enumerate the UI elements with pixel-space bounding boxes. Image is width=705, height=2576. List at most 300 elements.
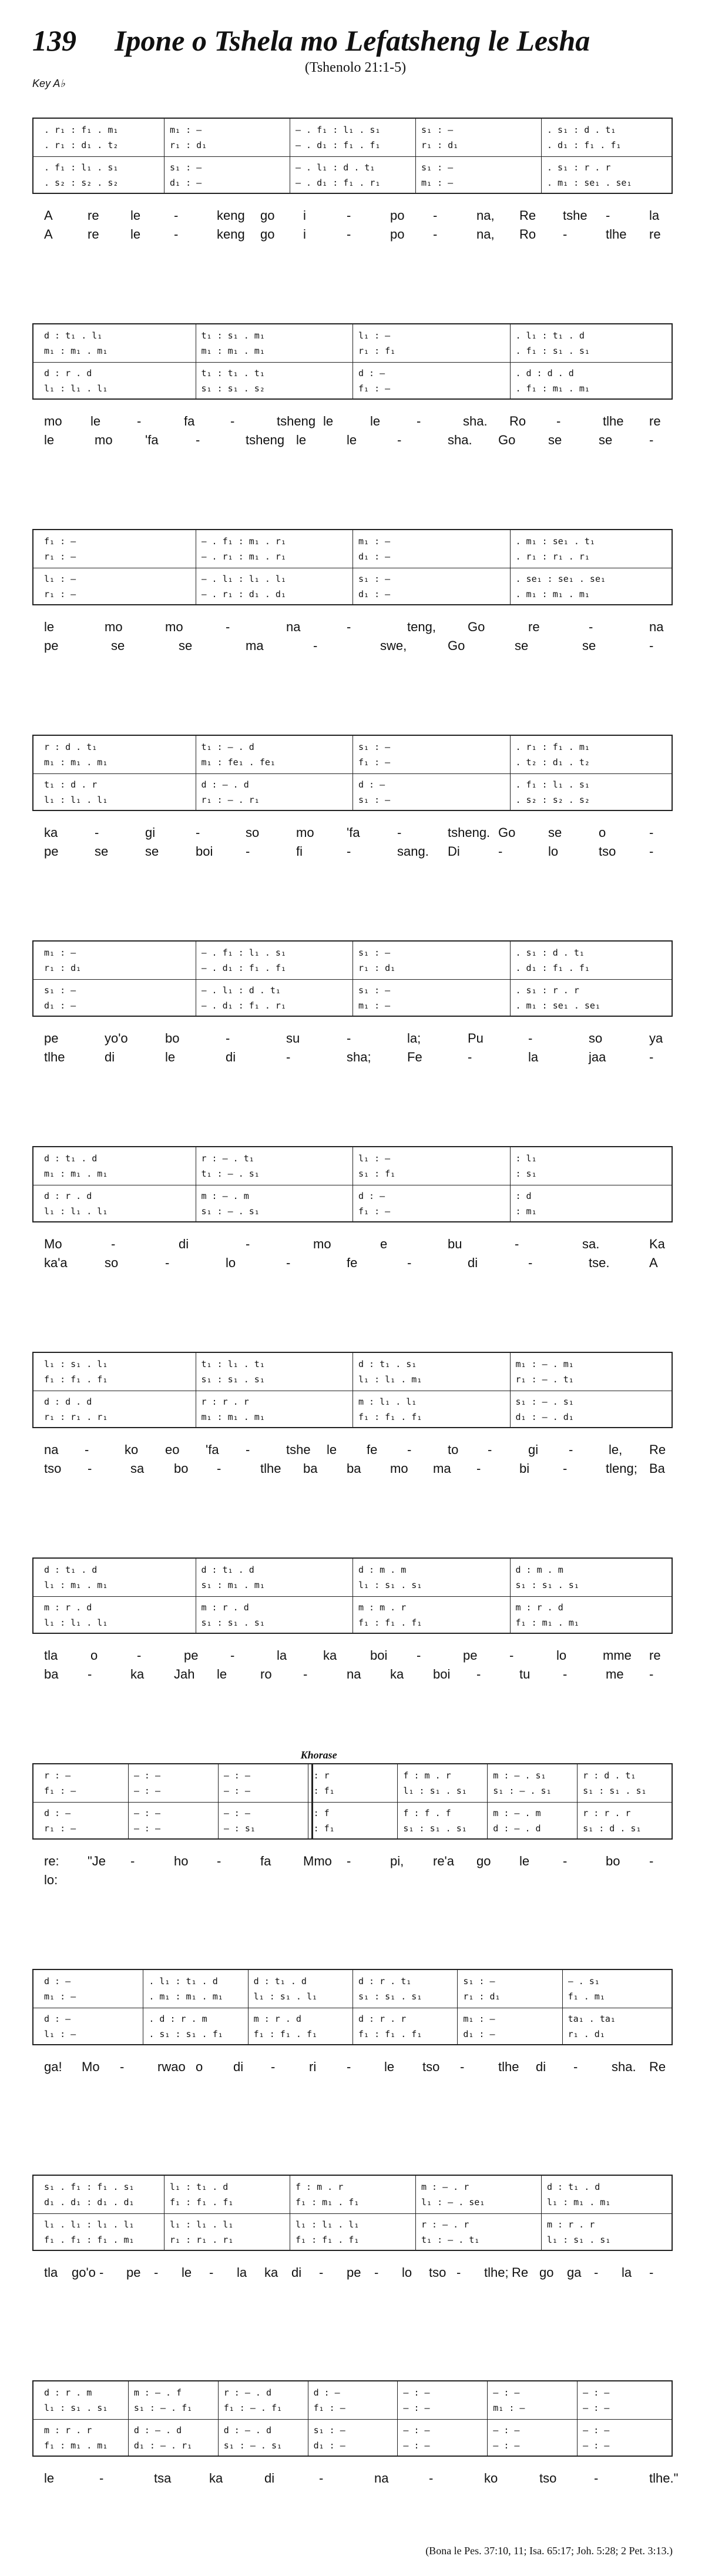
- voice-part-a: [38, 2195, 667, 2210]
- solfa-cell: m : — . f: [133, 2387, 182, 2398]
- lyric-syllable: fi: [296, 844, 303, 859]
- voice-part-s: [38, 2385, 667, 2400]
- lyric-syllable: ka: [390, 1667, 404, 1681]
- voice-part-b: [38, 2232, 667, 2247]
- lyric-syllable: tsa: [154, 2471, 172, 2485]
- solfa-cell: d : —: [44, 1808, 71, 1818]
- solfa-cell: l₁ : —: [44, 574, 76, 584]
- solfa-cell: — : —: [223, 1770, 250, 1781]
- lyric-syllable: na: [649, 619, 664, 634]
- solfa-cell: : d: [515, 1191, 532, 1201]
- solfa-cell: f₁ : —: [44, 1786, 76, 1796]
- lyric-line-verse-1: [44, 1235, 673, 1253]
- key-signature: Key A♭: [32, 78, 65, 89]
- lyric-syllable: la;: [407, 1031, 421, 1046]
- solfa-cell: l₁ : s₁ . l₁: [44, 1359, 108, 1369]
- lyric-line-verse-1: [44, 207, 673, 225]
- staff: [32, 1557, 673, 1634]
- lyric-line-verse-1: [44, 1030, 673, 1047]
- solfa-cell: l₁ : l₁ . l₁: [44, 383, 108, 394]
- lyric-syllable: go: [476, 1854, 491, 1868]
- lyric-syllable: le: [519, 1854, 530, 1868]
- solfa-cell: — . d₁ : f₁ . r₁: [201, 1000, 286, 1011]
- voice-part-t: [38, 2423, 667, 2438]
- music-system: [32, 735, 673, 870]
- solfa-cell: d : r . d: [44, 1191, 92, 1201]
- lyric-syllable: na: [374, 2471, 389, 2485]
- music-system: [32, 529, 673, 664]
- solfa-cell: — . d₁ : f₁ . f₁: [296, 140, 381, 150]
- lyric-syllable: fa: [260, 1854, 271, 1868]
- lyric-syllable: -: [374, 2265, 379, 2280]
- solfa-cell: — : —: [493, 2387, 520, 2398]
- solfa-cell: . l₁ : t₁ . d: [149, 1976, 218, 1987]
- lyric-syllable: pe: [126, 2265, 141, 2280]
- lyric-syllable: -: [563, 1461, 568, 1476]
- lyric-syllable: ko: [125, 1442, 139, 1457]
- solfa-cell: — : —: [403, 2403, 430, 2413]
- staff-divider: [33, 1802, 672, 1803]
- solfa-cell: : r: [313, 1770, 330, 1781]
- lyric-syllable: la: [622, 2265, 632, 2280]
- solfa-cell: r : d . t₁: [583, 1770, 636, 1781]
- lyric-syllable: -: [347, 1031, 351, 1046]
- lyric-syllable: ka: [209, 2471, 223, 2485]
- lyric-syllable: go: [260, 227, 275, 242]
- solfa-cell: — : —: [583, 2403, 610, 2413]
- solfa-cell: f₁ : — . f₁: [223, 2403, 283, 2413]
- solfa-cell: . d : r . m: [149, 2014, 207, 2024]
- lyric-syllable: lo: [402, 2265, 412, 2280]
- lyric-syllable: tlhe: [44, 1050, 65, 1064]
- solfa-cell: f₁ : f₁ . f₁: [253, 2029, 318, 2039]
- lyric-syllable: Di: [448, 844, 460, 859]
- lyric-syllable: -: [88, 1667, 92, 1681]
- lyric-syllable: se: [582, 638, 596, 653]
- staff: [32, 2175, 673, 2251]
- voice-part-a: [38, 343, 667, 359]
- lyric-syllable: -: [429, 2471, 434, 2485]
- solfa-cell: l₁ : s₁ . s₁: [358, 1580, 422, 1590]
- solfa-cell: — : —: [583, 2387, 610, 2398]
- solfa-cell: d : d . d: [44, 1396, 92, 1407]
- solfa-cell: . m₁ : se₁ . se₁: [515, 1000, 600, 1011]
- lyric-syllable: -: [137, 1648, 142, 1663]
- voice-part-a: [38, 1577, 667, 1593]
- solfa-cell: d : —: [358, 779, 385, 790]
- voice-part-a: [38, 1783, 667, 1798]
- solfa-cell: l₁ . l₁ : l₁ . l₁: [44, 2219, 135, 2230]
- lyric-syllable: mo: [296, 825, 314, 840]
- solfa-cell: m₁ : —: [44, 947, 76, 958]
- chorus-label: Khorase: [300, 1749, 337, 1761]
- lyric-syllable: -: [347, 208, 351, 223]
- solfa-cell: d₁ : —: [358, 589, 391, 599]
- lyric-syllable: -: [137, 414, 142, 428]
- lyric-line-verse-1: [44, 2264, 673, 2282]
- voice-part-s: [38, 1356, 667, 1372]
- solfa-cell: l₁ : s₁ . l₁: [253, 1991, 318, 2002]
- lyric-syllable: Pu: [468, 1031, 484, 1046]
- solfa-cell: m₁ : m₁ . m₁: [44, 757, 108, 768]
- solfa-cell: . d₁ : f₁ . f₁: [547, 140, 622, 150]
- solfa-cell: t₁ : s₁ . m₁: [201, 330, 265, 341]
- solfa-cell: s₁ : s₁ . s₁: [201, 1617, 265, 1628]
- lyric-syllable: le: [165, 1050, 176, 1064]
- lyric-syllable: ri: [309, 2059, 317, 2074]
- lyric-syllable: so: [246, 825, 260, 840]
- solfa-cell: r₁ : —: [44, 1823, 76, 1834]
- lyric-syllable: tlhe: [498, 2059, 519, 2074]
- voice-part-s: [38, 2179, 667, 2195]
- solfa-cell: m₁ : m₁ . m₁: [201, 1412, 265, 1422]
- solfa-cell: l₁ : t₁ . d: [170, 2182, 229, 2192]
- lyric-syllable: -: [174, 227, 179, 242]
- lyric-syllable: -: [397, 433, 402, 447]
- lyric-syllable: di: [226, 1050, 236, 1064]
- solfa-cell: r₁ : d₁: [463, 1991, 501, 2002]
- solfa-cell: t₁ : — . d: [201, 742, 254, 752]
- solfa-cell: : s₁: [515, 1168, 537, 1179]
- voice-part-b: [38, 1615, 667, 1630]
- solfa-cell: m : r . r: [44, 2425, 92, 2436]
- solfa-cell: r₁ : —: [44, 551, 76, 562]
- lyric-syllable: ga!: [44, 2059, 62, 2074]
- solfa-cell: — . l₁ : d . t₁: [201, 985, 281, 996]
- lyric-syllable: pe: [463, 1648, 478, 1663]
- lyric-syllable: Re: [519, 208, 536, 223]
- solfa-cell: r₁ : d₁: [421, 140, 459, 150]
- solfa-cell: d₁ : —: [170, 177, 202, 188]
- solfa-cell: ta₁ . ta₁: [568, 2014, 616, 2024]
- solfa-cell: m₁ : — . m₁: [515, 1359, 574, 1369]
- lyric-syllable: tso: [539, 2471, 557, 2485]
- solfa-cell: m₁ : m₁ . m₁: [44, 1168, 108, 1179]
- lyric-syllable: -: [313, 638, 318, 653]
- solfa-cell: r₁ : — . r₁: [201, 795, 260, 805]
- lyric-syllable: -: [476, 1461, 481, 1476]
- solfa-cell: . se₁ : se₁ . se₁: [515, 574, 606, 584]
- lyric-syllable: boi: [196, 844, 213, 859]
- solfa-cell: . s₁ : s₁ . f₁: [149, 2029, 223, 2039]
- lyric-line-verse-2: [44, 1254, 673, 1272]
- solfa-cell: m : — . s₁: [493, 1770, 546, 1781]
- solfa-cell: f₁ : —: [358, 383, 391, 394]
- solfa-cell: — . f₁ : l₁ . s₁: [201, 947, 286, 958]
- solfa-cell: d : t₁ . s₁: [358, 1359, 417, 1369]
- solfa-cell: d : — . d: [201, 779, 249, 790]
- solfa-cell: d : r . t₁: [358, 1976, 412, 1987]
- solfa-cell: — : —: [403, 2425, 430, 2436]
- solfa-cell: d₁ : — . d₁: [515, 1412, 574, 1422]
- lyric-syllable: ba: [303, 1461, 318, 1476]
- lyric-syllable: -: [509, 1648, 514, 1663]
- lyric-syllable: -: [226, 619, 230, 634]
- solfa-cell: f₁ : —: [358, 757, 391, 768]
- solfa-cell: s₁ : — . s₁: [515, 1396, 574, 1407]
- solfa-cell: s₁ : —: [421, 125, 454, 135]
- lyric-syllable: sang.: [397, 844, 429, 859]
- lyric-syllable: 'fa: [347, 825, 360, 840]
- solfa-cell: d : —: [44, 2014, 71, 2024]
- solfa-cell: — . s₁: [568, 1976, 600, 1987]
- solfa-cell: l₁ : —: [358, 330, 391, 341]
- solfa-cell: s₁ : — . s₁: [493, 1786, 552, 1796]
- staff-divider: [33, 2213, 672, 2214]
- voice-part-t: [38, 1600, 667, 1615]
- voice-part-s: [38, 1562, 667, 1577]
- lyric-syllable: pe: [44, 1031, 59, 1046]
- solfa-cell: d : r . m: [44, 2387, 92, 2398]
- lyric-syllable: di: [264, 2471, 275, 2485]
- lyric-syllable: Re: [512, 2265, 529, 2280]
- lyric-syllable: le: [90, 414, 101, 428]
- voice-part-t: [38, 1805, 667, 1821]
- lyric-syllable: -: [286, 1050, 291, 1064]
- lyric-syllable: -: [407, 1255, 412, 1270]
- solfa-cell: s₁ : d . s₁: [583, 1823, 642, 1834]
- voice-part-a: [38, 1372, 667, 1387]
- lyric-syllable: -: [528, 1031, 533, 1046]
- lyric-syllable: -: [230, 1648, 235, 1663]
- solfa-cell: r : d . t₁: [44, 742, 98, 752]
- lyric-syllable: se: [145, 844, 159, 859]
- solfa-cell: s₁ : —: [170, 162, 202, 173]
- solfa-cell: f₁ : —: [44, 536, 76, 547]
- lyric-syllable: bo: [606, 1854, 620, 1868]
- lyric-syllable: na: [44, 1442, 59, 1457]
- lyric-syllable: tse.: [589, 1255, 610, 1270]
- lyric-syllable: -: [488, 1442, 492, 1457]
- staff: [32, 1352, 673, 1428]
- solfa-cell: l₁ : —: [44, 2029, 76, 2039]
- lyric-syllable: -: [433, 208, 438, 223]
- lyric-syllable: tso: [44, 1461, 62, 1476]
- solfa-cell: f : m . r: [403, 1770, 451, 1781]
- hymn-header: [32, 24, 679, 112]
- voice-part-b: [38, 1204, 667, 1219]
- lyric-syllable: le: [347, 433, 357, 447]
- solfa-cell: f₁ : m₁ . f₁: [296, 2197, 360, 2207]
- solfa-cell: s₁ : —: [358, 742, 391, 752]
- lyric-syllable: gi: [145, 825, 156, 840]
- solfa-cell: r : — . d: [223, 2387, 271, 2398]
- voice-part-t: [38, 1394, 667, 1409]
- solfa-cell: m₁ : —: [358, 536, 391, 547]
- lyric-syllable: le: [327, 1442, 337, 1457]
- lyric-syllable: re: [88, 227, 99, 242]
- music-system: [32, 323, 673, 458]
- lyric-syllable: le: [130, 208, 141, 223]
- voice-part-s: [38, 945, 667, 960]
- lyric-syllable: tshe: [286, 1442, 311, 1457]
- lyric-syllable: -: [569, 1442, 573, 1457]
- lyric-syllable: sha.: [612, 2059, 636, 2074]
- lyric-syllable: Mo: [82, 2059, 100, 2074]
- voice-part-s: [38, 328, 667, 343]
- voice-part-t: [38, 983, 667, 998]
- voice-part-a: [38, 755, 667, 770]
- lyric-syllable: -: [594, 2471, 599, 2485]
- lyric-syllable: re:: [44, 1854, 59, 1868]
- solfa-cell: s₁ : —: [421, 162, 454, 173]
- solfa-cell: — . d₁ : f₁ . f₁: [201, 963, 286, 973]
- solfa-cell: d : t₁ . d: [547, 2182, 600, 2192]
- solfa-cell: . l₁ : t₁ . d: [515, 330, 585, 341]
- staff: [32, 1146, 673, 1222]
- lyric-syllable: jaa: [589, 1050, 606, 1064]
- solfa-cell: l₁ : m₁ . m₁: [547, 2197, 611, 2207]
- lyric-syllable: se: [548, 433, 562, 447]
- solfa-cell: f₁ : f₁ . f₁: [358, 1617, 422, 1628]
- lyric-syllable: -: [88, 1461, 92, 1476]
- solfa-cell: m : r . d: [44, 1602, 92, 1613]
- lyric-syllable: -: [217, 1854, 221, 1868]
- solfa-cell: f : f . f: [403, 1808, 451, 1818]
- lyric-syllable: di: [179, 1237, 189, 1251]
- solfa-cell: s₁ : s₁ . s₁: [403, 1823, 467, 1834]
- solfa-cell: l₁ : —: [358, 1153, 391, 1164]
- lyric-syllable: e: [380, 1237, 388, 1251]
- lyric-syllable: na: [286, 619, 301, 634]
- solfa-cell: : l₁: [515, 1153, 537, 1164]
- lyric-syllable: ka: [323, 1648, 337, 1663]
- lyric-syllable: ma: [246, 638, 264, 653]
- solfa-cell: d : r . r: [358, 2014, 407, 2024]
- solfa-cell: — . f₁ : m₁ . r₁: [201, 536, 286, 547]
- lyric-syllable: tlhe: [260, 1461, 281, 1476]
- lyric-syllable: Go: [468, 619, 485, 634]
- solfa-cell: — : —: [133, 1808, 160, 1818]
- lyric-syllable: re: [528, 619, 540, 634]
- solfa-cell: m₁ : —: [463, 2014, 495, 2024]
- solfa-cell: m : m . r: [358, 1602, 407, 1613]
- voice-part-s: [38, 122, 667, 138]
- solfa-cell: d₁ : —: [463, 2029, 495, 2039]
- lyric-syllable: -: [120, 2059, 125, 2074]
- solfa-cell: m₁ : m₁ . m₁: [201, 346, 265, 356]
- solfa-cell: r : — . r: [421, 2219, 469, 2230]
- hymn-title: Ipone o Tshela mo Lefatsheng le Lesha: [115, 24, 590, 57]
- lyric-syllable: rwao: [157, 2059, 186, 2074]
- solfa-cell: . s₁ : d . t₁: [547, 125, 616, 135]
- lyric-syllable: le,: [609, 1442, 623, 1457]
- solfa-cell: — : —: [403, 2387, 430, 2398]
- solfa-cell: r : — . t₁: [201, 1153, 254, 1164]
- solfa-cell: l₁ : s₁ . s₁: [403, 1786, 467, 1796]
- solfa-cell: m : — . m: [493, 1808, 541, 1818]
- lyric-syllable: ro: [260, 1667, 272, 1681]
- solfa-cell: s₁ : s₁ . s₁: [515, 1580, 579, 1590]
- lyric-syllable: -: [649, 844, 654, 859]
- staff-divider: [33, 156, 672, 157]
- lyric-syllable: tlhe: [606, 227, 627, 242]
- solfa-cell: r : —: [44, 1770, 71, 1781]
- solfa-cell: s₁ : s₁ . s₂: [201, 383, 265, 394]
- lyric-syllable: le: [370, 414, 381, 428]
- solfa-cell: . t₂ : d₁ . t₂: [515, 757, 590, 768]
- lyric-syllable: di: [536, 2059, 546, 2074]
- lyric-syllable: ho: [174, 1854, 189, 1868]
- voice-part-b: [38, 2438, 667, 2453]
- voice-part-b: [38, 998, 667, 1013]
- lyric-syllable: mme: [603, 1648, 632, 1663]
- solfa-cell: . s₁ : r . r: [515, 985, 579, 996]
- lyric-syllable: -: [563, 227, 568, 242]
- solfa-cell: : f₁: [313, 1823, 335, 1834]
- solfa-cell: d : — . d: [223, 2425, 271, 2436]
- lyric-syllable: o: [196, 2059, 203, 2074]
- lyric-syllable: -: [99, 2471, 104, 2485]
- lyric-syllable: "Je: [88, 1854, 106, 1868]
- lyric-line-verse-2: [44, 843, 673, 860]
- lyric-syllable: ya: [649, 1031, 663, 1046]
- lyric-syllable: eo: [165, 1442, 180, 1457]
- solfa-cell: . r₁ : r₁ . r₁: [515, 551, 590, 562]
- hymn-number: 139: [32, 24, 76, 57]
- lyric-line-verse-2: [44, 1666, 673, 1683]
- solfa-cell: f₁ : —: [358, 1206, 391, 1217]
- lyric-syllable: 'fa: [145, 433, 159, 447]
- lyric-syllable: ko: [484, 2471, 498, 2485]
- voice-part-b: [38, 792, 667, 808]
- lyric-syllable: la: [237, 2265, 247, 2280]
- solfa-cell: — : —: [223, 1808, 250, 1818]
- lyric-syllable: me: [606, 1667, 624, 1681]
- voice-part-t: [38, 571, 667, 587]
- solfa-cell: d₁ : —: [44, 1000, 76, 1011]
- lyric-syllable: -: [174, 208, 179, 223]
- solfa-cell: m : r . d: [515, 1602, 563, 1613]
- voice-part-t: [38, 1188, 667, 1204]
- lyric-syllable: -: [606, 208, 610, 223]
- music-system: [32, 1146, 673, 1281]
- lyric-syllable: pe: [347, 2265, 361, 2280]
- solfa-cell: . r₁ : f₁ . m₁: [44, 125, 119, 135]
- lyric-syllable: sa.: [582, 1237, 600, 1251]
- solfa-cell: d : t₁ . d: [201, 1565, 254, 1575]
- lyric-syllable: le: [44, 433, 55, 447]
- solfa-cell: d : r . d: [44, 368, 92, 378]
- lyric-syllable: go: [260, 208, 275, 223]
- lyric-syllable: -: [165, 1255, 170, 1270]
- solfa-cell: — : —: [133, 1823, 160, 1834]
- lyric-syllable: tu: [519, 1667, 531, 1681]
- solfa-cell: r₁ : d₁: [170, 140, 207, 150]
- solfa-cell: — : s₁: [223, 1823, 256, 1834]
- lyric-syllable: mo: [390, 1461, 408, 1476]
- solfa-cell: : f: [313, 1808, 330, 1818]
- lyric-syllable: sha;: [347, 1050, 371, 1064]
- lyric-syllable: lo:: [44, 1872, 58, 1887]
- lyric-syllable: pe: [184, 1648, 199, 1663]
- lyric-syllable: o: [90, 1648, 98, 1663]
- lyric-line-verse-1: [44, 2058, 673, 2076]
- solfa-cell: r₁ : —: [44, 589, 76, 599]
- solfa-cell: . s₂ : s₂ . s₂: [44, 177, 119, 188]
- solfa-cell: f₁ : f₁ . f₁: [44, 1374, 108, 1385]
- lyric-syllable: le: [384, 2059, 395, 2074]
- lyric-syllable: -: [573, 2059, 578, 2074]
- solfa-cell: r : r . r: [583, 1808, 631, 1818]
- voice-part-t: [38, 2011, 667, 2026]
- solfa-cell: — : —: [493, 2425, 520, 2436]
- lyric-syllable: -: [468, 1050, 472, 1064]
- solfa-cell: m : r . d: [201, 1602, 249, 1613]
- lyric-syllable: -: [319, 2471, 324, 2485]
- lyric-line-verse-2: [44, 431, 673, 449]
- lyric-syllable: ga: [567, 2265, 582, 2280]
